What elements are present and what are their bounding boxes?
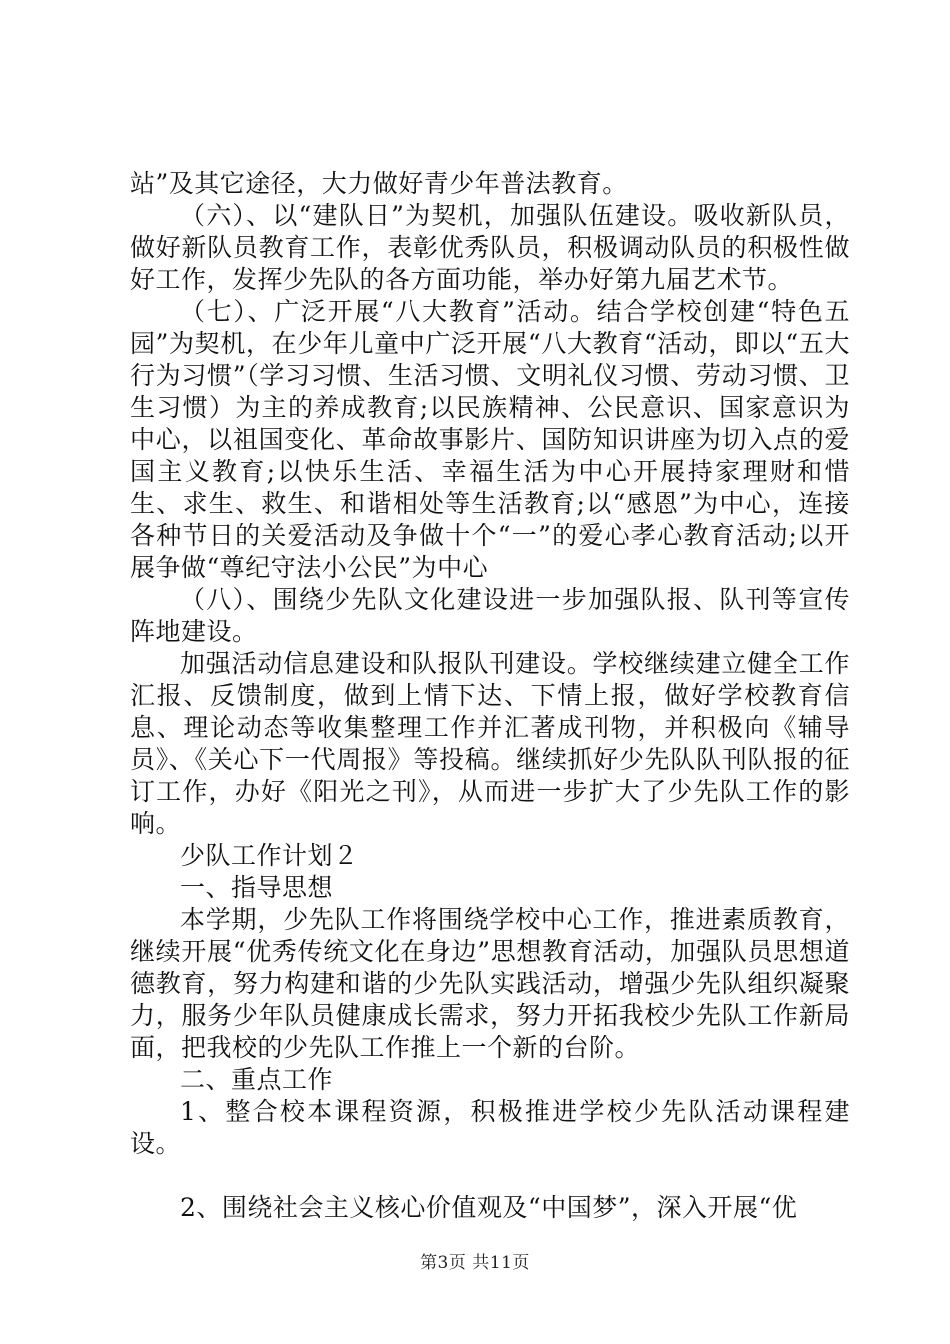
plan-heading: 少队工作计划２ [180,841,359,870]
page-footer: 第3页 共11页 [420,1253,530,1273]
key-work-item-1: 1、整合校本课程资源，积极推进学校少先队活动课程建设。 [130,1097,850,1158]
paragraph-section-eight: （八）、围绕少先队文化建设进一步加强队报、队刊等宣传阵地建设。 [130,585,850,646]
paragraph-section-six: （六）、以“建队日”为契机，加强队伍建设。吸收新队员，做好新队员教育工作，表彰优秀队员，积极调动队员的积极性做好工作，发挥少先队的各方面功能，举办好第九届艺术节。 [130,201,850,294]
document-body [130,168,850,1224]
paragraph-guiding-thought: 本学期，少先队工作将围绕学校中心工作，推进素质教育，继续开展“优秀传统文化在身边”思想教育活动，加强队员思想道德教育，努力构建和谐的少先队实践活动，增强少先队组织凝聚力，服务少年队员健康成长需求，努力开拓我校少先队工作新局面，把我校的少先队工作推上一个新的台阶。 [130,905,850,1062]
paragraph-info-construction: 加强活动信息建设和队报队刊建设。学校继续建立健全工作汇报、反馈制度，做到上情下达、下情上报，做好学校教育信息、理论动态等收集整理工作并汇著成刊物，并积极向《辅导员》、《关心下一代周报》等投稿。继续抓好少先队队刊队报的征订工作，办好《阳光之刊》，从而进一步扩大了少先队工作的影响。 [130,649,850,838]
paragraph-continuation: 站”及其它途径，大力做好青少年普法教育。 [130,169,628,198]
section-heading-key-work: 二、重点工作 [180,1065,334,1094]
section-heading-guiding-thought: 一、指导思想 [180,873,334,902]
key-work-item-2: 2、围绕社会主义核心价值观及“中国梦”，深入开展“优 [180,1193,798,1222]
paragraph-section-seven: （七）、广泛开展“八大教育”活动。结合学校创建“特色五园”为契机，在少年儿童中广泛开展“八大教育“活动，即以“五大行为习惯”（学习习惯、生活习惯、文明礼仪习惯、劳动习惯、卫生习惯）为主的养成教育;以民族精神、公民意识、国家意识为中心，以祖国变化、革命故事影片、国防知识讲座为切入点的爱国主义教育;以快乐生活、幸福生活为中心开展持家理财和惜生、求生、救生、和谐相处等生活教育;以“感恩”为中心，连接各种节日的关爱活动及争做十个“一”的爱心孝心教育活动;以开展争做“尊纪守法小公民”为中心 [130,297,850,582]
